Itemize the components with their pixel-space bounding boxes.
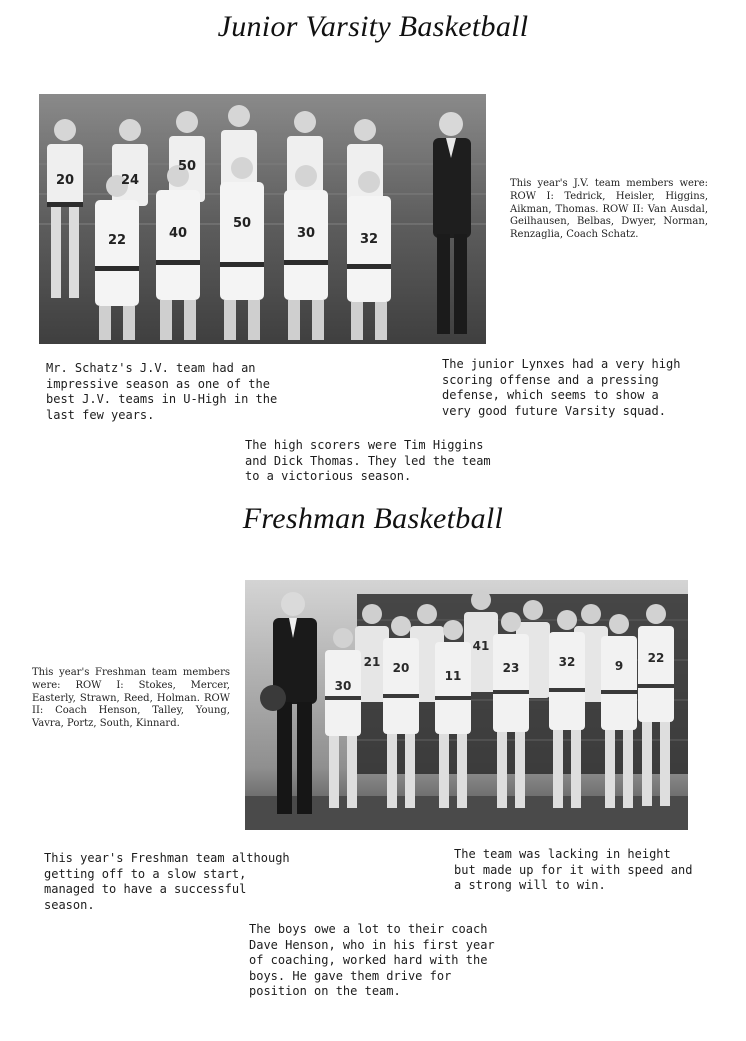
jv-paragraph-center: The high scorers were Tim Higgins and Dick Thomas. They led the team to a victorious season. — [245, 438, 491, 484]
freshman-front-jersey-number: 9 — [614, 659, 624, 673]
freshman-front-jersey-number: 23 — [502, 661, 520, 675]
jv-front-jersey-number: 32 — [359, 232, 379, 247]
freshman-paragraph-center: The boys owe a lot to their coach Dave Henson, who in his first year of coaching, worked hard with the boys. He gave them drive for position on the team. — [249, 922, 495, 999]
freshman-back-jersey-number: 41 — [472, 639, 490, 653]
freshman-front-jersey-number: 20 — [392, 661, 410, 675]
freshman-caption: This year's Freshman team members were: ROW I: Stokes, Mercer, Easterly, Strawn, Reed, Holman. ROW II: Coach Henson, Talley, Young, Vavra, Portz, South, Kinnard. — [32, 667, 230, 730]
freshman-front-jersey-number: 32 — [558, 655, 576, 669]
jv-front-jersey-number: 30 — [296, 226, 316, 241]
freshman-front-jersey-number: 11 — [444, 669, 462, 683]
jv-photo-scene — [39, 94, 486, 344]
jv-front-jersey-number: 40 — [168, 226, 188, 241]
freshman-title: Freshman Basketball — [242, 502, 504, 535]
freshman-photo-scene — [245, 580, 688, 830]
freshman-front-jersey-number: 22 — [647, 651, 665, 665]
jv-back-jersey-number: 24 — [120, 173, 140, 188]
jv-back-jersey-number: 50 — [177, 159, 197, 174]
basketball-icon — [260, 685, 286, 711]
jv-front-jersey-number: 22 — [107, 233, 127, 248]
jv-caption: This year's J.V. team members were: ROW I: Tedrick, Heisler, Higgins, Aikman, Thomas. ROW II: Van Ausdal, Geilhausen, Belbas, Dwyer, Norman, Renzaglia, Coach Schatz. — [510, 178, 708, 241]
freshman-back-jersey-number: 21 — [363, 655, 381, 669]
freshman-team-photo — [245, 580, 688, 830]
jv-front-jersey-number: 50 — [232, 216, 252, 231]
jv-title: Junior Varsity Basketball — [217, 10, 529, 43]
jv-paragraph-left: Mr. Schatz's J.V. team had an impressive season as one of the best J.V. teams in U-High in the last few years. — [46, 361, 278, 422]
freshman-paragraph-left: This year's Freshman team although getting off to a slow start, managed to have a successful season. — [44, 851, 290, 912]
freshman-front-jersey-number: 30 — [334, 679, 352, 693]
jv-paragraph-right: The junior Lynxes had a very high scoring offense and a pressing defense, which seems to show a very good future Varsity squad. — [442, 357, 681, 418]
jv-team-photo — [39, 94, 486, 344]
jv-back-jersey-number: 20 — [55, 173, 75, 188]
freshman-paragraph-right: The team was lacking in height but made up for it with speed and a strong will to win. — [454, 847, 693, 893]
